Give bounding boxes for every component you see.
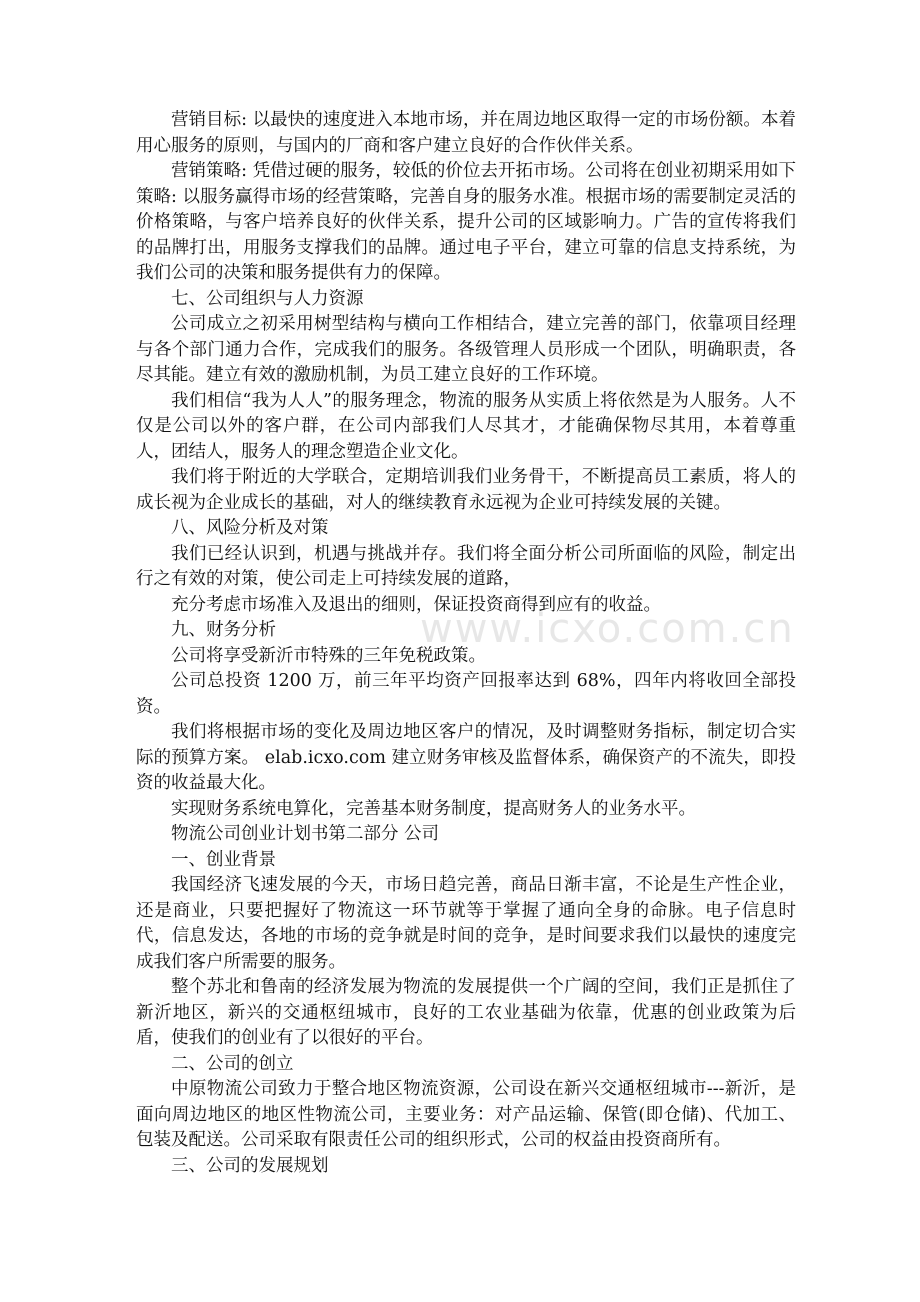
part-two-title: 物流公司创业计划书第二部分 公司 xyxy=(171,824,440,844)
section-heading-risk: 八、风险分析及对策 xyxy=(171,518,329,538)
document-body xyxy=(136,108,796,1179)
paragraph-budget: 我们将根据市场的变化及周边地区客户的情况，及时调整财务指标，制定切合实际的预算方案。 elab.icxo.com 建立财务审核及监督体系，确保资产的不流失，即投资的收益最大化。 xyxy=(136,722,796,793)
paragraph-regional-economy: 整个苏北和鲁南的经济发展为物流的发展提供一个广阔的空间，我们正是抓住了新沂地区，新兴的交通枢纽城市，良好的工农业基础为依靠，优惠的创业政策为后盾，使我们的创业有了以很好的平台。 xyxy=(136,977,796,1048)
watermark: www.icxo.com.cn xyxy=(420,606,795,652)
paragraph-market-entry: 充分考虑市场准入及退出的细则，保证投资商得到应有的收益。 xyxy=(171,594,661,615)
paragraph-risk-analysis: 我们已经认识到，机遇与挑战并存。我们将全面分析公司所面临的风险，制定出行之有效的对策，使公司走上可持续发展的道路， xyxy=(136,543,796,589)
paragraph-organization-structure: 公司成立之初采用树型结构与横向工作相结合，建立完善的部门，依靠项目经理与各个部门通力合作，完成我们的服务。各级管理人员形成一个团队，明确职责，各尽其能。建立有效的激励机制，为员工建立良好的工作环境。 xyxy=(136,314,796,385)
paragraph-computerization: 实现财务系统电算化，完善基本财务制度，提高财务人的业务水平。 xyxy=(171,798,696,819)
paragraph-company-founding: 中原物流公司致力于整合地区物流资源，公司设在新兴交通枢纽城市---新沂，是面向周边地区的地区性物流公司，主要业务：对产品运输、保管(即仓储)、代加工、包装及配送。公司采取有限责任公司的组织形式，公司的权益由投资商所有。 xyxy=(136,1079,796,1150)
paragraph-tax-policy: 公司将享受新沂市特殊的三年免税政策。 xyxy=(171,645,486,666)
paragraph-marketing-strategy: 营销策略: 凭借过硬的服务，较低的价位去开拓市场。公司将在创业初期采用如下策略: 以服务赢得市场的经营策略，完善自身的服务水准。根据市场的需要制定灵活的价格策略，与客户培养良好的伙伴关系，提升公司的区域影响力。广告的宣传将我们的品牌打出，用服务支撑我们的品牌。通过电子平台，建立可靠的信息支持系统，为我们公司的决策和服务提供有力的保障。 xyxy=(136,161,796,283)
paragraph-background: 我国经济飞速发展的今天，市场日趋完善，商品日渐丰富，不论是生产性企业，还是商业，只要把握好了物流这一环节就等于掌握了通向全身的命脉。电子信息时代，信息发达，各地的市场的竞争就是时间的竞争，是时间要求我们以最快的速度完成我们客户所需要的服务。 xyxy=(136,875,796,972)
section-heading-finance: 九、财务分析 xyxy=(171,620,276,640)
paragraph-marketing-goal: 营销目标: 以最快的速度进入本地市场，并在周边地区取得一定的市场份额。本着用心服务的原则，与国内的厂商和客户建立良好的合作伙伴关系。 xyxy=(136,110,796,156)
section-heading-organization: 七、公司组织与人力资源 xyxy=(171,288,364,309)
paragraph-service-philosophy: 我们相信“我为人人”的服务理念，物流的服务从实质上将依然是为人服务。人不仅是公司以外的客户群，在公司内部我们人尽其才，才能确保物尽其用，本着尊重人，团结人，服务人的理念塑造企业文化。 xyxy=(136,390,796,462)
section-heading-development: 三、公司的发展规划 xyxy=(171,1155,329,1176)
paragraph-training: 我们将于附近的大学联合，定期培训我们业务骨干，不断提高员工素质，将人的成长视为企业成长的基础，对人的继续教育永远视为企业可持续发展的关键。 xyxy=(136,467,796,513)
section-heading-background: 一、创业背景 xyxy=(171,849,276,870)
paragraph-investment: 公司总投资 1200 万，前三年平均资产回报率达到 68%，四年内将收回全部投资。 xyxy=(136,671,796,717)
section-heading-founding: 二、公司的创立 xyxy=(171,1053,294,1074)
